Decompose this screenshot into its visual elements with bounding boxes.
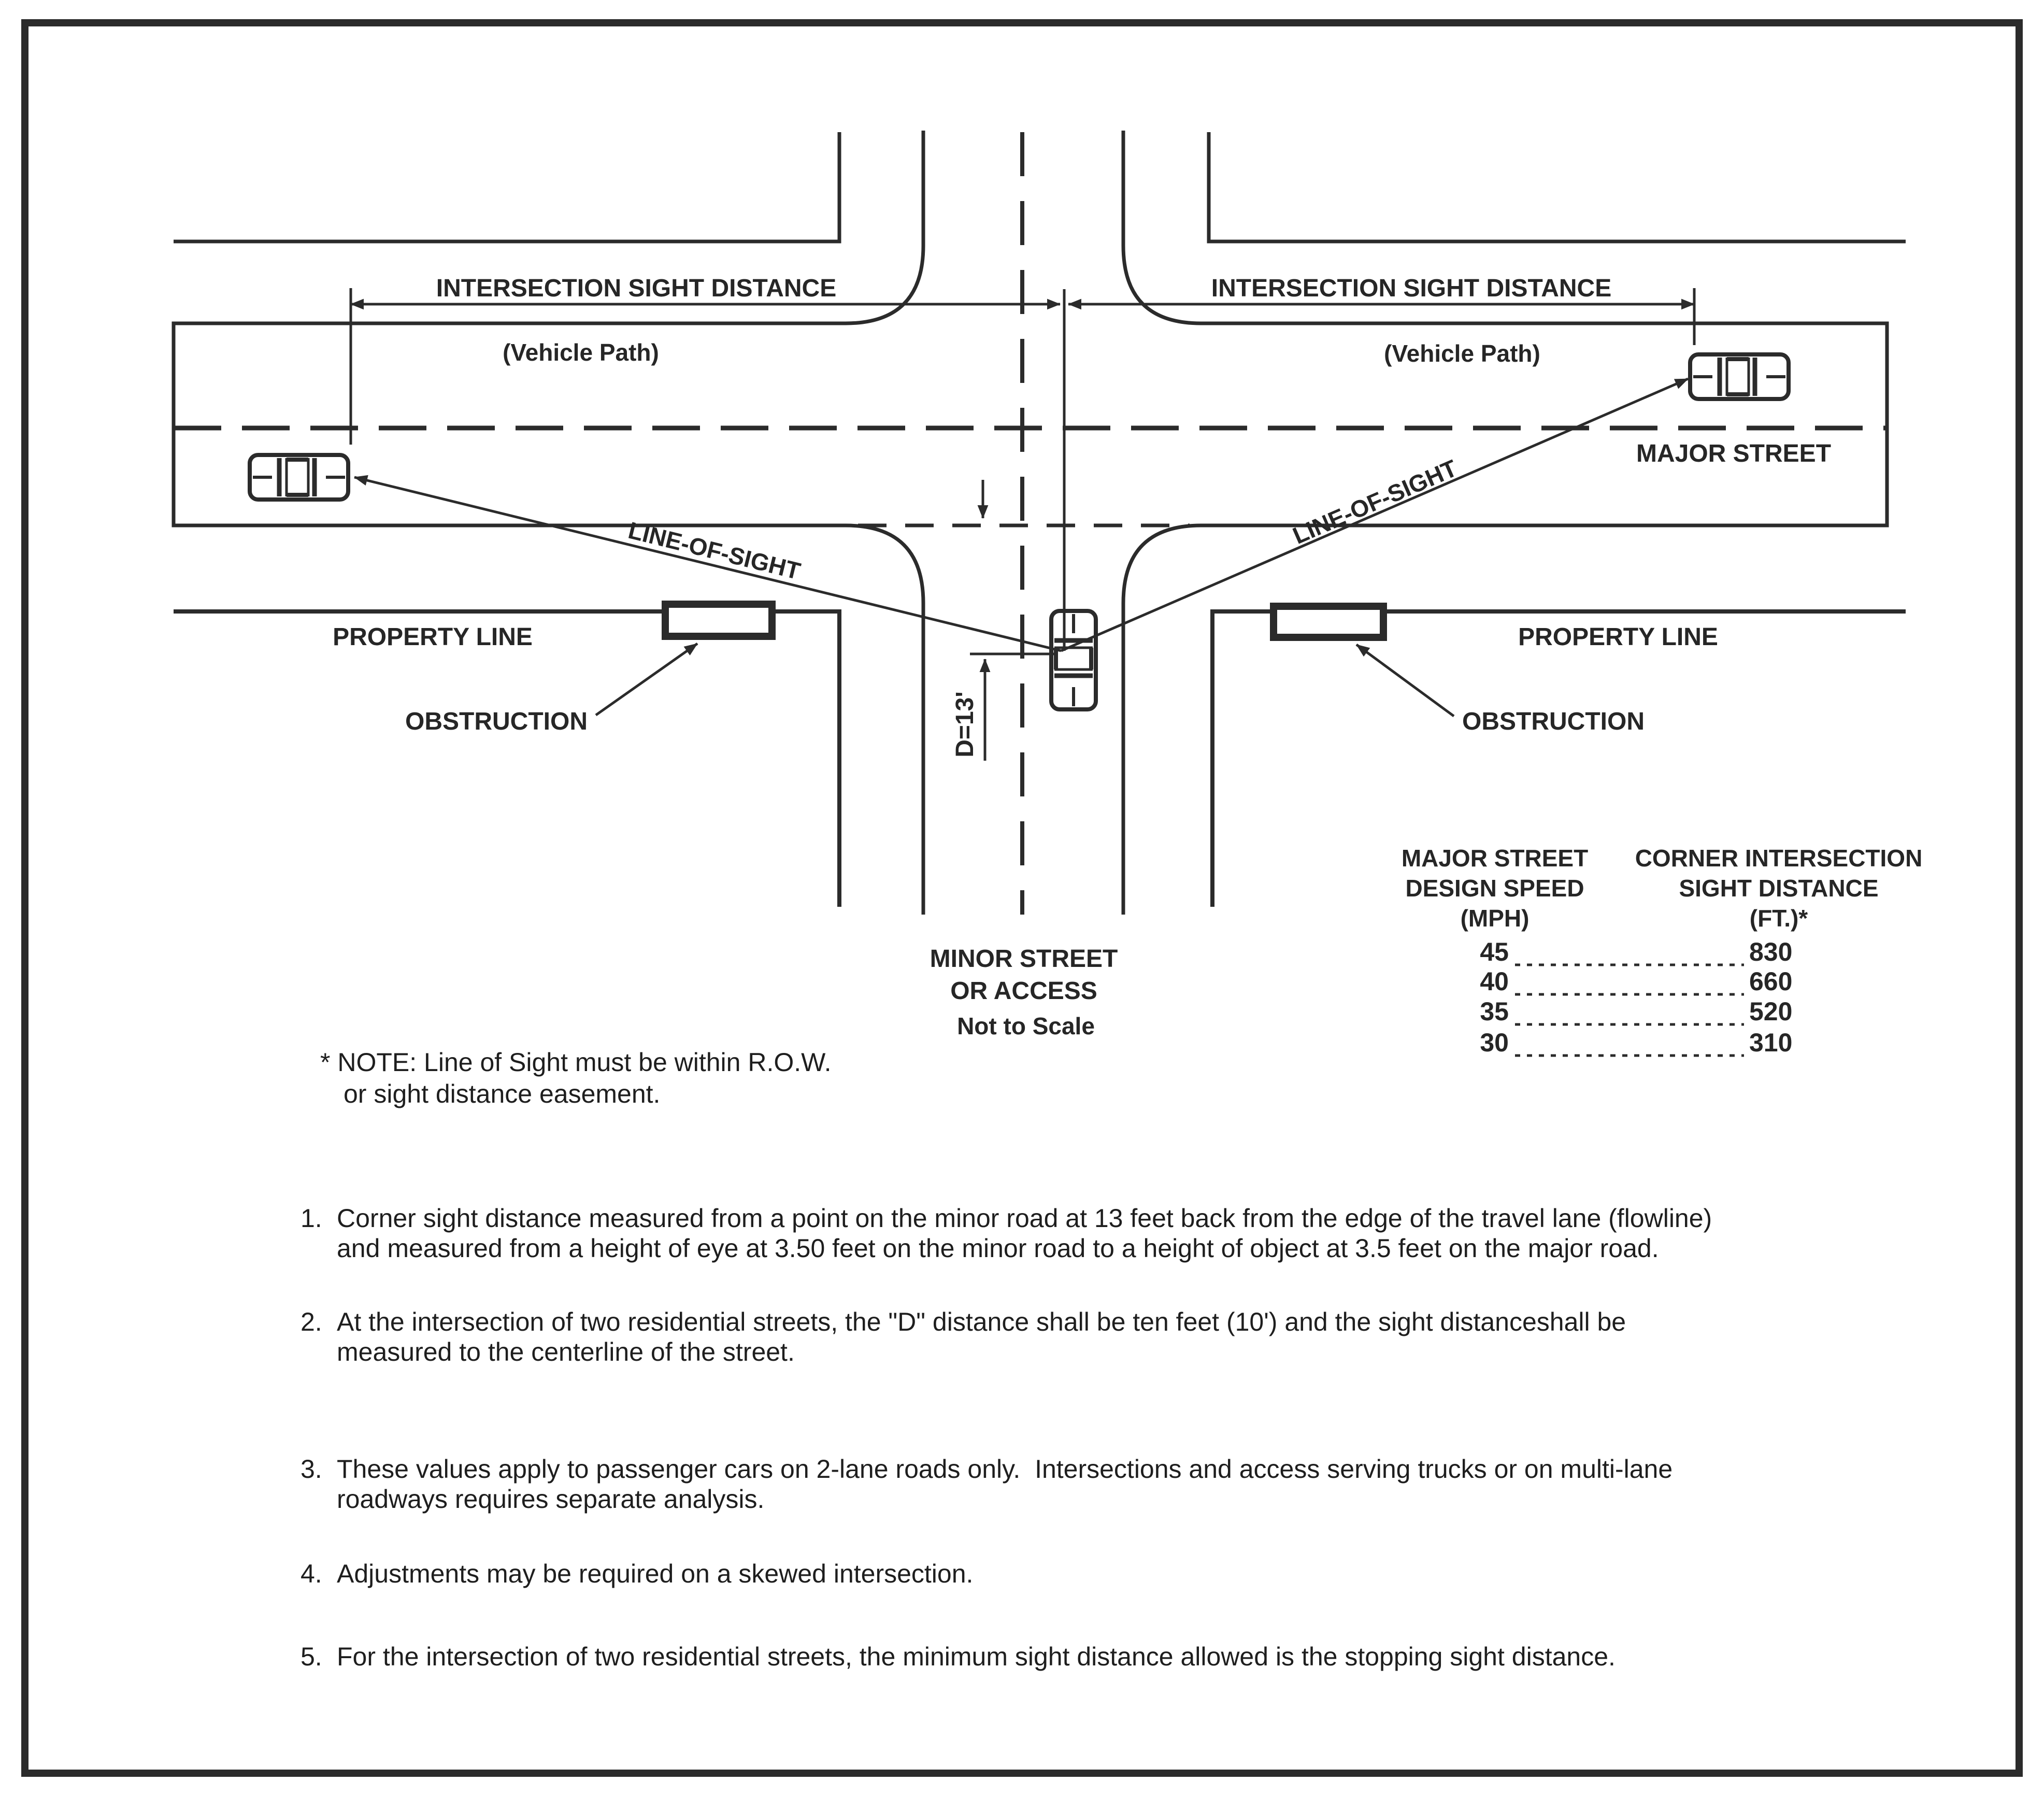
vehicle-major-street-right	[1690, 354, 1789, 399]
note-number: 4.	[301, 1559, 322, 1588]
distance-value: 310	[1749, 1028, 1793, 1057]
table-col2-header-line3: (FT.)*	[1749, 905, 1808, 932]
note-5	[301, 1642, 1886, 1672]
note-2	[301, 1307, 1705, 1367]
obstruction-label-left: OBSTRUCTION	[405, 708, 588, 735]
distance-value: 520	[1749, 997, 1793, 1026]
speed-value: 40	[1480, 967, 1509, 996]
obstruction-leader-right	[1356, 645, 1454, 716]
isd-label-left: INTERSECTION SIGHT DISTANCE	[436, 275, 837, 302]
obstruction-label-right: OBSTRUCTION	[1462, 708, 1645, 735]
obstruction-leader-left	[596, 644, 697, 715]
vehicle-minor-street	[1051, 611, 1096, 709]
vehicle-major-street-left	[250, 455, 348, 500]
road-edge-east	[1123, 131, 1887, 915]
note-number: 2.	[301, 1307, 322, 1336]
note-4	[301, 1559, 1839, 1589]
speed-value: 30	[1480, 1028, 1509, 1057]
not-to-scale-label: Not to Scale	[957, 1013, 1095, 1039]
table-col1-header-line3: (MPH)	[1460, 905, 1530, 932]
note-number: 1.	[301, 1204, 322, 1233]
note-text: These values apply to passenger cars on 2-lane roads only. Intersections and access serving trucks or on multi-lane roadways requires separate analysis.	[337, 1455, 1680, 1514]
note-1	[301, 1203, 1736, 1263]
road-edge-west	[174, 131, 923, 915]
row-line-north-left	[174, 132, 839, 241]
property-line-label-right: PROPERTY LINE	[1518, 623, 1718, 651]
d-dimension-label: D=13'	[951, 691, 979, 758]
line-of-sight-label-right: LINE-OF-SIGHT	[1289, 454, 1461, 549]
table-col2-header-line1: CORNER INTERSECTION	[1635, 845, 1923, 872]
minor-street-label-line2: OR ACCESS	[950, 977, 1097, 1005]
row-footnote: * NOTE: Line of Sight must be within R.O.W. or sight distance easement.	[320, 1048, 839, 1108]
isd-label-right: INTERSECTION SIGHT DISTANCE	[1211, 275, 1612, 302]
property-line-label-left: PROPERTY LINE	[333, 623, 533, 651]
property-line-left	[174, 611, 839, 907]
note-text: For the intersection of two residential streets, the minimum sight distance allowed is the stopping sight distance.	[337, 1642, 1616, 1671]
note-text: Adjustments may be required on a skewed intersection.	[337, 1559, 974, 1588]
note-text: Corner sight distance measured from a point on the minor road at 13 feet back from the edge of the travel lane (flowline) and measured from a height of eye at 3.50 feet on the minor road to a height of object at 3.5 feet on the major road.	[337, 1204, 1720, 1263]
speed-value: 45	[1480, 937, 1509, 966]
table-col1-header-line1: MAJOR STREET	[1401, 845, 1589, 872]
speed-table	[1402, 845, 1922, 1057]
note-text: At the intersection of two residential streets, the "D" distance shall be ten feet (10') and the sight distanceshall be measured to the centerline of the street.	[337, 1307, 1634, 1366]
distance-value: 830	[1749, 937, 1793, 966]
obstruction-block-right	[1274, 606, 1383, 637]
obstruction-block-left	[665, 604, 772, 636]
line-of-sight-label-left: LINE-OF-SIGHT	[625, 516, 804, 585]
table-row	[1480, 997, 1792, 1026]
table-row	[1480, 967, 1792, 996]
note-number: 3.	[301, 1455, 322, 1484]
speed-value: 35	[1480, 997, 1509, 1026]
note-number: 5.	[301, 1642, 322, 1671]
major-street-label: MAJOR STREET	[1636, 440, 1832, 467]
vehicle-path-label-right: (Vehicle Path)	[1384, 340, 1540, 367]
table-col1-header-line2: DESIGN SPEED	[1405, 875, 1584, 902]
note-3	[301, 1454, 1715, 1514]
vehicle-path-label-left: (Vehicle Path)	[503, 339, 659, 366]
table-row	[1480, 1028, 1792, 1057]
minor-street-label-line1: MINOR STREET	[930, 945, 1118, 973]
row-line-north-right	[1209, 132, 1906, 241]
distance-value: 660	[1749, 967, 1793, 996]
table-row	[1480, 937, 1792, 966]
table-col2-header-line2: SIGHT DISTANCE	[1679, 875, 1879, 902]
